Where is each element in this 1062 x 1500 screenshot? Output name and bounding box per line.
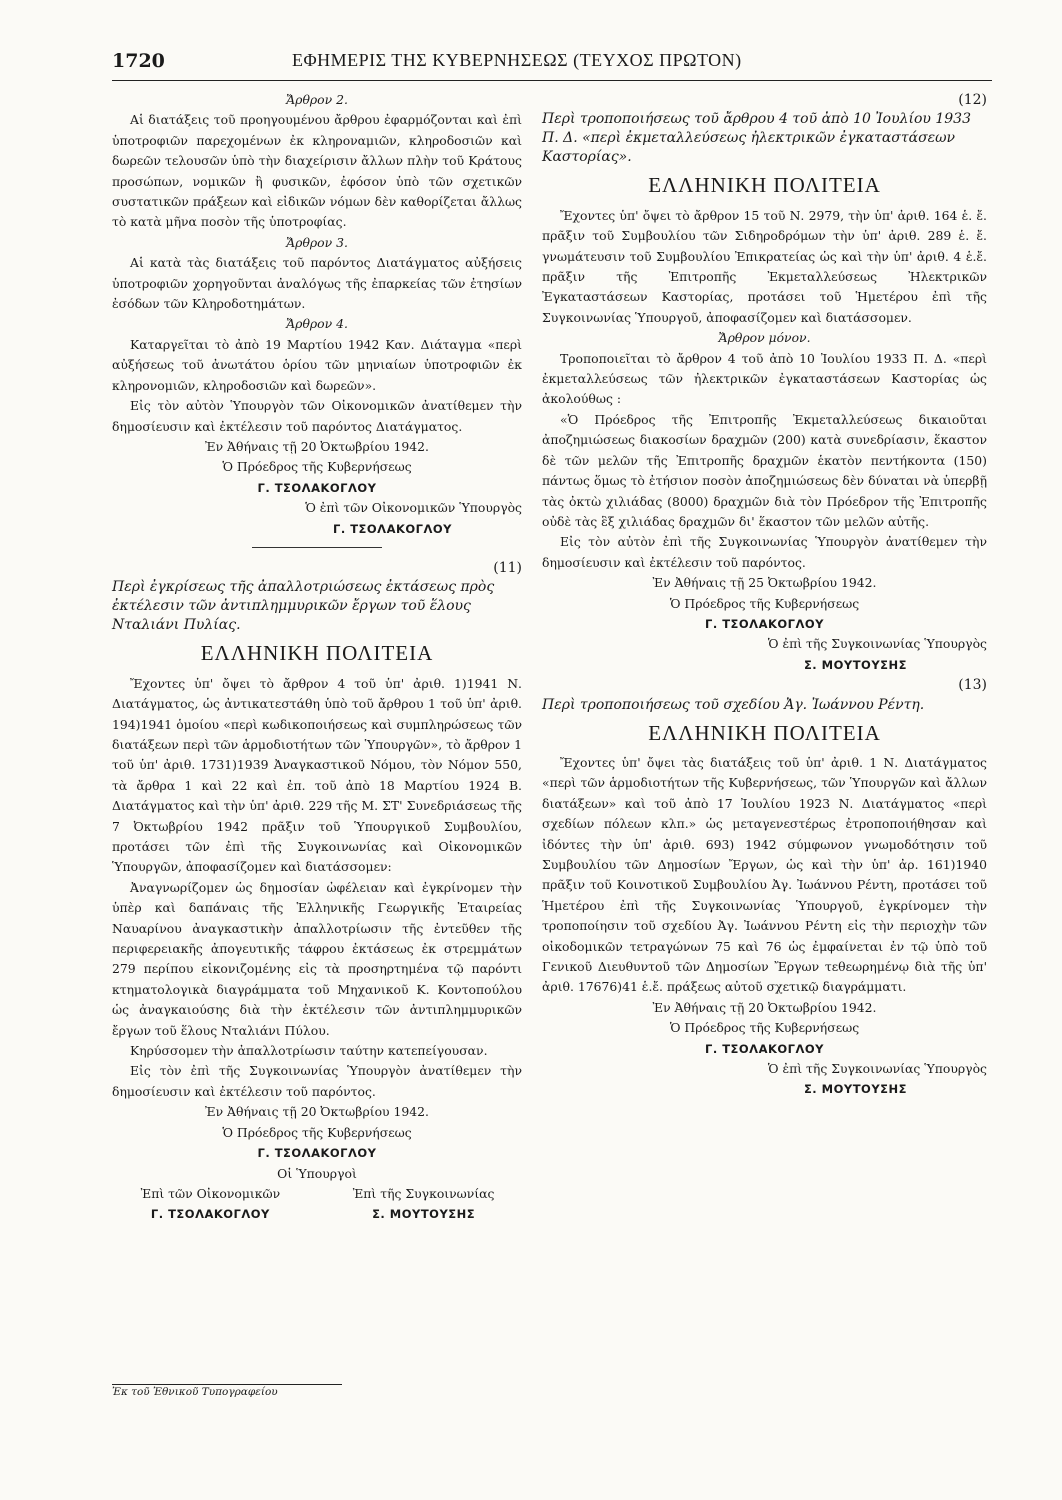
ministers-label: Οἱ Ὑπουργοὶ — [277, 1165, 357, 1181]
decree-11-subject: Περὶ ἐγκρίσεως τῆς ἀπαλλοτριώσεως ἐκτάσεως πρὸς ἐκτέλεσιν τῶν ἀντιπλημμυρικῶν ἔργων τοῦ ἕλους Νταλιάνι Πυλίας. — [112, 579, 495, 634]
sig-4-name: Γ. ΤΣΟΛΑΚΟΓΛΟΥ — [705, 1041, 824, 1056]
decree-11-body-c: Κηρύσσομεν τὴν ἀπαλλοτρίωσιν ταύτην κατεπείγουσαν. — [130, 1043, 488, 1059]
decree-11-body-b: Ἀναγνωρίζομεν ὡς δημοσίαν ὠφέλειαν καὶ ἐγκρίνομεν τὴν ὑπὲρ καὶ δαπάναις τῆς Ἑλληνικῆς Γεωργικῆς Ἑταιρείας Ναυαρίνου ἀναγκαστικὴν ἀπαλλοτρίωσιν τῆς ἐντεῦθεν τῆς περιφερειακῆς ἀπογευτικῆς τάφρου ἐκτάσεως ἐκ στρεμμάτων 279 περίπου εἰκονιζομένης εἰς τὰ προσηρτημένα τῷ παρόντι κτηματολογικὰ διαγράμματα τοῦ Μηχανικοῦ Κ. Κοντοπούλου ὡς ἀναγκαιούσης διὰ τὴν ἐκτέλεσιν τῶν ἀντιπλημμυρικῶν ἔργων τοῦ ἕλους Νταλιάνι Πύλου. — [112, 879, 522, 1038]
sig-2-name: Γ. ΤΣΟΛΑΚΟΓΛΟΥ — [257, 1146, 377, 1161]
sig-2-title: Ὁ Πρόεδρος τῆς Κυβερνήσεως — [222, 1124, 412, 1140]
left-column — [112, 90, 522, 1225]
polity-heading-1: ΕΛΛΗΝΙΚΗ ΠΟΛΙΤΕΙΑ — [200, 641, 434, 666]
sig-3b-title: Ὁ ἐπὶ τῆς Συγκοινωνίας Ὑπουργὸς — [767, 636, 987, 652]
decree-number-13: (13) — [958, 677, 987, 694]
sig-3b-name: Σ. ΜΟΥΤΟΥΣΗΣ — [803, 657, 907, 672]
article-2-heading: Ἄρθρον 2. — [286, 92, 348, 107]
printer-footer: Ἐκ τοῦ Ἐθνικοῦ Τυπογραφείου — [112, 1384, 342, 1398]
sig-1b-title: Ὁ ἐπὶ τῶν Οἰκονομικῶν Ὑπουργὸς — [305, 500, 522, 516]
minister-b-title: Ἐπὶ τῆς Συγκοινωνίας — [352, 1185, 495, 1201]
article-4-heading: Ἄρθρον 4. — [286, 316, 348, 332]
article-only-heading: Ἄρθρον μόνον. — [718, 330, 811, 346]
decree-number-11: (11) — [493, 559, 522, 576]
sig-3-name: Γ. ΤΣΟΛΑΚΟΓΛΟΥ — [705, 616, 824, 631]
polity-heading-3: ΕΛΛΗΝΙΚΗ ΠΟΛΙΤΕΙΑ — [648, 720, 881, 745]
decree-11-body-d: Εἰς τὸν ἐπὶ τῆς Συγκοινωνίας Ὑπουργὸν ἀνατίθεμεν τὴν δημοσίευσιν καὶ ἐκτέλεσιν τοῦ παρόντος. — [112, 1063, 522, 1099]
sig-4b-name: Σ. ΜΟΥΤΟΥΣΗΣ — [803, 1082, 907, 1097]
minister-b-name: Σ. ΜΟΥΤΟΥΣΗΣ — [372, 1207, 476, 1222]
running-title: ΕΦΗΜΕΡΙΣ ΤΗΣ ΚΥΒΕΡΝΗΣΕΩΣ (ΤΕΥΧΟΣ ΠΡΩΤΟΝ) — [292, 50, 742, 70]
polity-heading-2: ΕΛΛΗΝΙΚΗ ΠΟΛΙΤΕΙΑ — [648, 173, 881, 198]
section-divider — [252, 547, 382, 548]
sig-1-name: Γ. ΤΣΟΛΑΚΟΓΛΟΥ — [257, 480, 377, 495]
sig-4-title: Ὁ Πρόεδρος τῆς Κυβερνήσεως — [669, 1020, 860, 1036]
article-3-heading: Ἄρθρον 3. — [286, 234, 348, 250]
decree-12-body: Ἔχοντες ὑπ' ὄψει τὸ ἄρθρον 15 τοῦ Ν. 2979, τὴν ὑπ' ἀριθ. 164 ἑ. ἔ. πρᾶξιν τοῦ Συμβουλίου τῶν Σιδηροδρόμων τὴν ὑπ' ἀριθ. 289 ἑ. ἔ. γνωμάτευσιν τοῦ Συμβουλίου Ἐπικρατείας ὡς καὶ τὴν ὑπ' ἀριθ. 4 ἑ.ἔ. πρᾶξιν τῆς Ἐπιτροπῆς Ἐκμεταλλεύσεως Ἠλεκτρικῶν Ἐγκαταστάσεων Καστορίας, προτάσει τοῦ Ἡμετέρου ἐπὶ τῆς Συγκοινωνίας Ὑπουργοῦ, ἀποφασίζομεν καὶ διατάσσομεν. — [542, 207, 987, 325]
minister-a-name: Γ. ΤΣΟΛΑΚΟΓΛΟΥ — [150, 1207, 270, 1222]
page-header — [112, 48, 992, 78]
decree-13-body: Ἔχοντες ὑπ' ὄψει τὰς διατάξεις τοῦ ὑπ' ἀριθ. 1 Ν. Διατάγματος «περὶ τῶν ἁρμοδιοτήτων τῆς Κυβερνήσεως, τῶν Ὑπουργῶν καὶ ἄλλων διατάξεων» καὶ τοῦ ἀπὸ 17 Ἰουλίου 1923 Ν. Διατάγματος «περὶ σχεδίων πόλεων κλπ.» ὡς μεταγενεστέρως ἐτροποποιήθησαν καὶ ἰδόντες τὴν ὑπ' ἀριθ. 693) 1942 σύμφωνον γνωμοδότησιν τοῦ Συμβουλίου τῶν Δημοσίων Ἔργων, ὡς καὶ τὴν ὑπ' ἀρ. 161)1940 πρᾶξιν τοῦ Κοινοτικοῦ Συμβουλίου Ἀγ. Ἰωάννου Ρέντη, προτάσει τοῦ Ἡμετέρου ἐπὶ τῆς Συγκοινωνίας Ὑπουργοῦ, ἐγκρίνομεν τὴν τροποποίησιν τοῦ σχεδίου Ἀγ. Ἰωάννου Ρέντη εἰς τὴν περιοχὴν τῶν οἰκοδομικῶν τετραγώνων 75 καὶ 76 ὡς ἐμφαίνεται ἐν τῷ ὑπὸ τοῦ Γενικοῦ Διευθυντοῦ τῶν Δημοσίων Ἔργων τεθεωρημένῳ διὰ τῆς ὑπ' ἀριθ. 17676)41 ἑ.ἔ. πράξεως αὐτοῦ σχετικῷ διαγράμματι. — [542, 754, 987, 995]
article-4-text-2: Εἰς τὸν αὐτὸν Ὑπουργὸν τῶν Οἰκονομικῶν ἀνατίθεμεν τὴν δημοσίευσιν καὶ ἐκτέλεσιν τοῦ παρόντος Διατάγματος. — [112, 398, 522, 434]
page-number: 1720 — [112, 50, 165, 72]
minister-a-title: Ἐπὶ τῶν Οἰκονομικῶν — [140, 1185, 281, 1201]
date-4: Ἐν Ἀθήναις τῇ 20 Ὀκτωβρίου 1942. — [652, 999, 877, 1015]
sig-1b-name: Γ. ΤΣΟΛΑΚΟΓΛΟΥ — [333, 521, 452, 536]
decree-12-body-b: Τροποποιεῖται τὸ ἄρθρον 4 τοῦ ἀπὸ 10 Ἰουλίου 1933 Π. Δ. «περὶ ἐκμεταλλεύσεως τῶν ἠλεκτρικῶν ἐγκαταστάσεων Καστορίας ὡς ἀκολούθως : — [542, 350, 987, 407]
decree-12-body-d: Εἰς τὸν αὐτὸν ἐπὶ τῆς Συγκοινωνίας Ὑπουργὸν ἀνατίθεμεν τὴν δημοσίευσιν καὶ ἐκτέλεσιν τοῦ παρόντος. — [542, 534, 987, 570]
decree-number-12: (12) — [958, 92, 987, 108]
sig-1-title: Ὁ Πρόεδρος τῆς Κυβερνήσεως — [222, 459, 412, 475]
date-1: Ἐν Ἀθήναις τῇ 20 Ὀκτωβρίου 1942. — [205, 438, 429, 454]
decree-13-subject: Περὶ τροποποιήσεως τοῦ σχεδίου Ἀγ. Ἰωάννου Ρέντη. — [542, 696, 925, 713]
article-3-text: Αἱ κατὰ τὰς διατάξεις τοῦ παρόντος Διατάγματος αὐξήσεις ὑποτροφιῶν χορηγοῦνται ἀναλόγως τῆς ἐπαρκείας τῶν ἐτησίων ἐσόδων τῶν Κληροδοτημάτων. — [112, 255, 522, 312]
decree-11-body: Ἔχοντες ὑπ' ὄψει τὸ ἄρθρον 4 τοῦ ὑπ' ἀριθ. 1)1941 Ν. Διατάγματος, ὡς ἀντικατεστάθη ὑπὸ τοῦ ἄρθρου 1 τοῦ ὑπ' ἀριθ. 194)1941 ὁμοίου «περὶ κωδικοποιήσεως καὶ συμπληρώσεως τῶν διατάξεων περὶ τῶν ἁρμοδιοτήτων τῶν Ὑπουργῶν», τὸ ἄρθρον 1 τοῦ ὑπ' ἀριθ. 1731)1939 Ἀναγκαστικοῦ Νόμου, τὸν Νόμον 550, τὰ ἄρθρα 1 καὶ 22 καὶ ἐπ. τοῦ ἀπὸ 18 Μαρτίου 1924 Β. Διατάγματος καὶ τὴν ὑπ' ἀριθ. 229 τῆς Μ. ΣΤ' Συνεδριάσεως τῆς 7 Ὀκτωβρίου 1942 πρᾶξιν τοῦ Ὑπουργικοῦ Συμβουλίου, προτάσει τῶν ἐπὶ τῆς Συγκοινωνίας καὶ Οἰκονομικῶν Ὑπουργῶν, ἀποφασίζομεν καὶ διατάσσομεν: — [112, 675, 522, 875]
sig-3-title: Ὁ Πρόεδρος τῆς Κυβερνήσεως — [669, 595, 860, 611]
article-4-text: Καταργεῖται τὸ ἀπὸ 19 Μαρτίου 1942 Καν. Διάταγμα «περὶ αὐξήσεως τοῦ ἀνωτάτου ὁρίου τῶν μηνιαίων ὑποτροφιῶν ἐκ κληρονομιῶν, κληροδοσιῶν καὶ δωρεῶν». — [112, 336, 522, 393]
header-rule — [112, 80, 992, 81]
date-2: Ἐν Ἀθήναις τῇ 20 Ὀκτωβρίου 1942. — [205, 1104, 429, 1120]
decree-12-body-c: «Ὁ Πρόεδρος τῆς Ἐπιτροπῆς Ἐκμεταλλεύσεως δικαιοῦται ἀποζημιώσεως διακοσίων δραχμῶν (200) κατὰ συνεδρίασιν, ἕκαστον δὲ τῶν μελῶν τῆς Ἐπιτροπῆς δραχμῶν ἑκατὸν πεντήκοντα (150) πάντως ὅμως τὸ ἐτήσιον ποσὸν ἀποζημιώσεως δὲν δύναται νὰ ὑπερβῇ τὰς ὀκτὼ χιλιάδας (8000) δραχμῶν διὰ τὸν Πρόεδρον τῆς Ἐπιτροπῆς οὐδὲ τὰς ἓξ χιλιάδας δραχμῶν δι' ἕκαστον τῶν μελῶν αὐτῆς. — [542, 411, 987, 529]
right-column — [542, 90, 987, 1100]
decree-12-subject: Περὶ τροποποιήσεως τοῦ ἄρθρου 4 τοῦ ἀπὸ 10 Ἰουλίου 1933 Π. Δ. «περὶ ἐκμεταλλεύσεως ἠλεκτρικῶν ἐγκαταστάσεων Καστορίας». — [542, 111, 971, 166]
sig-4b-title: Ὁ ἐπὶ τῆς Συγκοινωνίας Ὑπουργὸς — [767, 1061, 987, 1077]
ministers-signatures — [112, 1184, 522, 1225]
article-2-text: Αἱ διατάξεις τοῦ προηγουμένου ἄρθρου ἐφαρμόζονται καὶ ἐπὶ ὑποτροφιῶν παρεχομένων ἐκ κληροναμιῶν, κληροδοσιῶν καὶ δωρεῶν τελουσῶν ὑπὸ τὴν διαχείρισιν ἄλλων πλὴν τοῦ Κράτους προσώπων, νομικῶν ἢ φυσικῶν, ἐφόσον ὑπὸ τῶν σχετικῶν συστατικῶν πράξεων καὶ εἰδικῶν νόμων δὲν καθορίζεται ἄλλως τὸ κατὰ μῆνα ποσὸν τῆς ὑποτροφίας. — [112, 112, 522, 230]
date-3: Ἐν Ἀθήναις τῇ 25 Ὀκτωβρίου 1942. — [652, 575, 877, 591]
